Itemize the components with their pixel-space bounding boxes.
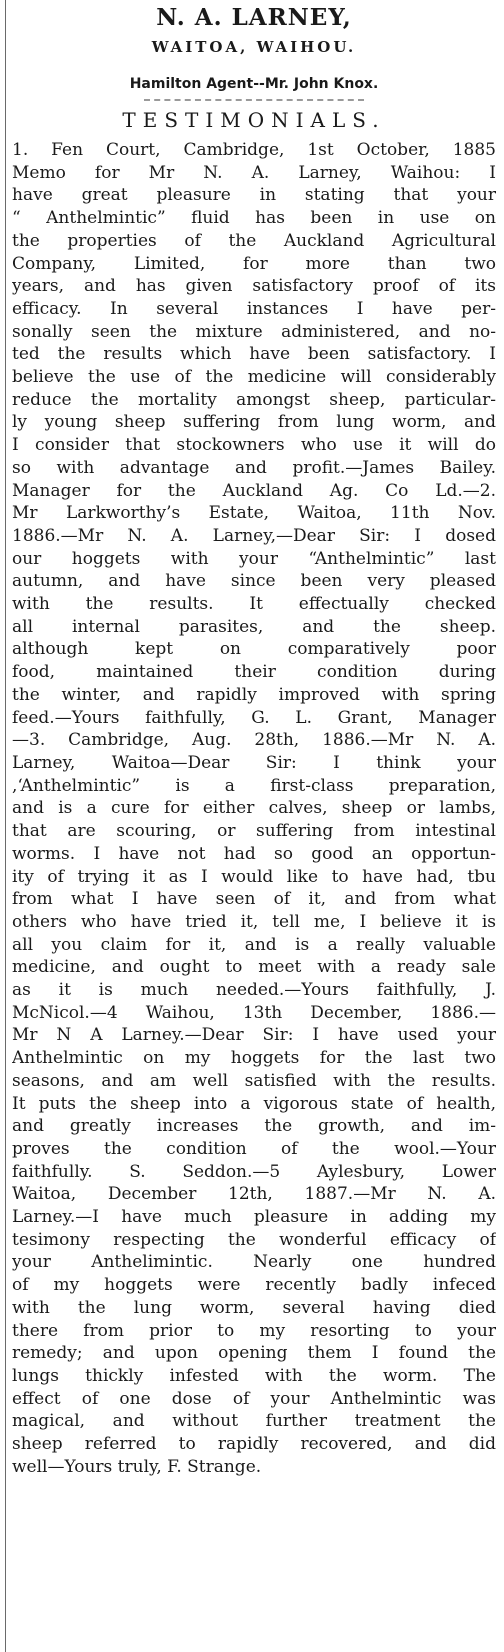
text-line: well—Yours truly, F. Strange.	[12, 1456, 262, 1477]
text-line: Company, Limited, for more than two	[12, 253, 496, 274]
text-line: proves the condition of the wool.—Your	[12, 1138, 496, 1159]
text-line: sonally seen the mixture administered, and no-	[12, 321, 496, 342]
text-line: ly young sheep suffering from lung worm, and	[12, 412, 496, 433]
text-line: the properties of the Auckland Agricultural	[12, 230, 496, 251]
text-line: Larney, Waitoa—Dear Sir: I think your	[12, 752, 496, 773]
text-line: lungs thickly infested with the worm. The	[12, 1365, 496, 1386]
text-line: seasons, and am well satisfied with the results.	[12, 1070, 496, 1091]
text-line: with the results. It effectually checked	[12, 594, 496, 615]
text-line: although kept on comparatively poor	[12, 639, 496, 660]
text-line: McNicol.—4 Waihou, 13th December, 1886.—	[12, 1002, 496, 1023]
text-line: our hoggets with your “Anthelmintic” last	[12, 548, 496, 569]
text-line: Memo for Mr N. A. Larney, Waihou: I	[12, 162, 496, 183]
text-line: reduce the mortality amongst sheep, particular-	[12, 389, 496, 410]
text-line: ity of trying it as I would like to have had, tbu	[12, 866, 496, 887]
text-line: medicine, and ought to meet with a ready sale	[12, 957, 496, 978]
text-line: others who have tried it, tell me, I believe it is	[12, 911, 496, 932]
text-line: and is a cure for either calves, sheep or lambs,	[12, 798, 496, 819]
text-line: food, maintained their condition during	[12, 662, 496, 683]
text-line: have great pleasure in stating that your	[12, 185, 496, 206]
text-line: Waitoa, December 12th, 1887.—Mr N. A.	[12, 1184, 496, 1205]
advertiser-location: WAITOA, WAIHOU.	[151, 38, 357, 56]
text-line: ,‘Anthelmintic” is a first-class preparation,	[12, 775, 496, 796]
text-line: from what I have seen of it, and from what	[12, 889, 496, 910]
text-line: Mr Larkworthy’s Estate, Waitoa, 11th Nov.	[12, 503, 496, 524]
text-line: magical, and without further treatment the	[12, 1411, 496, 1432]
text-line: 1886.—Mr N. A. Larney,—Dear Sir: I dosed	[12, 525, 496, 546]
text-line: Anthelmintic on my hoggets for the last two	[12, 1048, 496, 1069]
text-line: It puts the sheep into a vigorous state of health,	[12, 1093, 496, 1114]
text-line: as it is much needed.—Yours faithfully, J.	[12, 980, 496, 1001]
text-line: there from prior to my resorting to your	[12, 1320, 496, 1341]
text-line: years, and has given satisfactory proof of its	[12, 276, 496, 297]
text-line: tesimony respecting the wonderful efficacy of	[12, 1229, 496, 1250]
text-line: feed.—Yours faithfully, G. L. Grant, Manager	[12, 707, 496, 728]
text-line: that are scouring, or suffering from intestinal	[12, 821, 496, 842]
text-line: believe the use of the medicine will considerably	[12, 367, 496, 388]
advertiser-name: N. A. LARNEY,	[156, 4, 352, 31]
text-line: Larney.—I have much pleasure in adding my	[12, 1207, 496, 1228]
agent-line: Hamilton Agent--Mr. John Knox.	[129, 76, 379, 92]
testimonials-heading: TESTIMONIALS.	[122, 108, 386, 132]
text-line: effect of one dose of your Anthelmintic was	[12, 1388, 496, 1409]
text-line: remedy; and upon opening them I found the	[12, 1343, 496, 1364]
text-line: “ Anthelmintic” fluid has been in use on	[12, 208, 496, 229]
text-line: sheep referred to rapidly recovered, and did	[12, 1434, 496, 1455]
text-line: efficacy. In several instances I have per-	[12, 298, 496, 319]
text-line: autumn, and have since been very pleased	[12, 571, 496, 592]
text-line: Mr N A Larney.—Dear Sir: I have used your	[12, 1025, 496, 1046]
text-line: ted the results which have been satisfactory. I	[12, 344, 496, 365]
text-line: your Anthelimintic. Nearly one hundred	[12, 1252, 496, 1273]
text-line: and greatly increases the growth, and im-	[12, 1116, 496, 1137]
column-rule	[5, 0, 6, 1652]
text-line: all you claim for it, and is a really valuable	[12, 934, 496, 955]
text-line: —3. Cambridge, Aug. 28th, 1886.—Mr N. A.	[12, 730, 496, 751]
text-line: so with advantage and profit.—James Bailey.	[12, 457, 496, 478]
advertisement	[12, 4, 496, 1478]
text-line: faithfully. S. Seddon.—5 Aylesbury, Lower	[12, 1161, 496, 1182]
text-line: with the lung worm, several having died	[12, 1297, 496, 1318]
text-line: all internal parasites, and the sheep.	[12, 616, 496, 637]
text-line: the winter, and rapidly improved with spring	[12, 684, 496, 705]
testimonials-body	[12, 139, 496, 1478]
text-line: 1. Fen Court, Cambridge, 1st October, 1885	[12, 140, 496, 160]
text-line: I consider that stockowners who use it will do	[12, 435, 496, 456]
text-line: of my hoggets were recently badly infeced	[12, 1275, 496, 1296]
text-line: Manager for the Auckland Ag. Co Ld.—2.	[12, 480, 496, 501]
text-line: worms. I have not had so good an opportun-	[12, 843, 496, 864]
dashed-divider	[144, 99, 364, 101]
